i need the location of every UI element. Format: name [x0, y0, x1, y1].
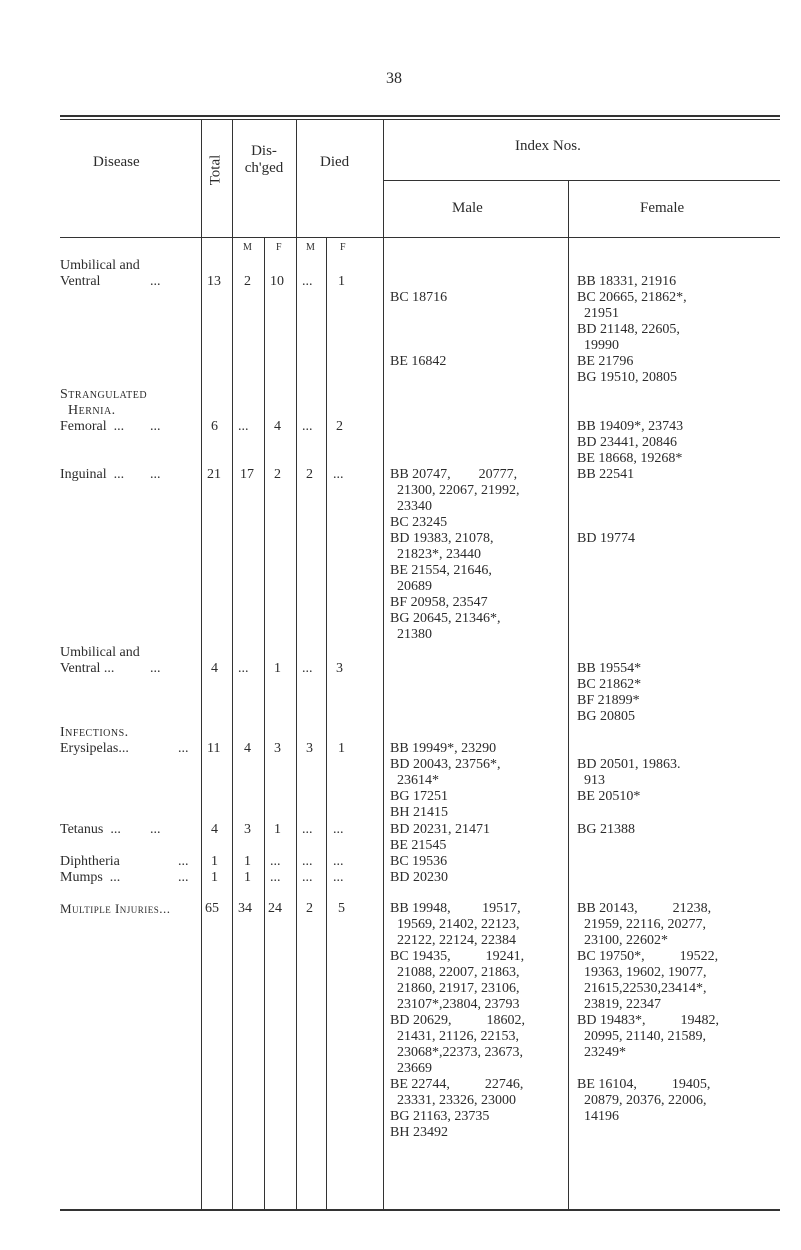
row-total: 4 — [211, 661, 218, 676]
section-heading: Infections. — [60, 725, 129, 740]
row-total: 1 — [211, 870, 218, 885]
top-rule-thin — [60, 119, 780, 120]
row-died-m: ... — [302, 870, 313, 885]
row-dis-f: 24 — [268, 901, 282, 916]
header-female: Female — [640, 200, 685, 216]
row-female-index: BB 22541 BD 19774 — [577, 467, 635, 546]
row-leader: ... — [178, 854, 189, 869]
row-dis-f: 1 — [274, 822, 281, 837]
row-male-index: BD 20231, 21471 BE 21545 — [390, 822, 490, 853]
row-dis-f: 4 — [274, 419, 281, 434]
header-dis-f: F — [276, 242, 282, 253]
col-rule-died-mf — [326, 237, 327, 1209]
row-dis-f: 3 — [274, 741, 281, 756]
section-heading: Strangulated Hernia. — [60, 387, 148, 418]
row-leader: ... — [150, 467, 161, 482]
row-dis-f: 2 — [274, 467, 281, 482]
row-died-f: ... — [333, 870, 344, 885]
row-died-f: 5 — [338, 901, 345, 916]
row-label: Femoral ... — [60, 419, 125, 434]
row-leader: ... — [150, 822, 161, 837]
row-leader: ... — [150, 419, 161, 434]
col-rule-died — [296, 119, 297, 1209]
row-label: Erysipelas... — [60, 741, 129, 756]
row-female-index: BB 18331, 21916 BC 20665, 21862*, 21951 BD 21148, 22605, 19990 BE 21796 BG 19510, 20805 — [577, 274, 687, 385]
row-dis-m: 1 — [244, 854, 251, 869]
row-dis-f: 10 — [270, 274, 284, 289]
col-rule-total — [201, 119, 202, 1209]
row-label: Umbilical and Ventral ... — [60, 645, 140, 676]
row-died-m: 2 — [306, 901, 313, 916]
bottom-rule — [60, 1209, 780, 1211]
row-dis-f: 1 — [274, 661, 281, 676]
row-male-index: BC 19536 — [390, 854, 448, 869]
row-died-m: 2 — [306, 467, 313, 482]
header-died-m: M — [306, 242, 315, 253]
row-leader: ... — [150, 274, 161, 289]
col-rule-dis-mf — [264, 237, 265, 1209]
row-label: Diphtheria — [60, 854, 120, 869]
row-dis-m: 1 — [244, 870, 251, 885]
row-male-index: BB 19949*, 23290 BD 20043, 23756*, 23614* BG 17251 BH 21415 — [390, 741, 501, 820]
row-female-index: BD 20501, 19863. 913 BE 20510* — [577, 757, 681, 804]
row-total: 11 — [207, 741, 221, 756]
row-label: Multiple Injuries... — [60, 901, 171, 916]
row-male-index: BD 20230 — [390, 870, 448, 885]
header-index-nos: Index Nos. — [515, 138, 581, 154]
header-died: Died — [320, 154, 350, 170]
row-died-f: 2 — [336, 419, 343, 434]
row-died-m: ... — [302, 661, 313, 676]
row-female-index: BB 20143, 21238, 21959, 22116, 20277, 23100, 22602* BC 19750*, 19522, 19363, 19602, 19077, 21615,22530,23414*, 23819, 22347 BD 19483*, 19482, 20995, 21140, 21589, 23249* BE 16104, 19405, 20879, 20376, 22006, 14196 — [577, 901, 719, 1124]
row-male-index: BB 20747, 20777, 21300, 22067, 21992, 23340 BC 23245 BD 19383, 21078, 21823*, 23440 BE 21554, 21646, 20689 BF 20958, 23547 BG 20645, 21346*, 21380 — [390, 467, 520, 642]
row-leader: ... — [150, 661, 161, 676]
row-total: 13 — [207, 274, 221, 289]
col-rule-index — [383, 119, 384, 1209]
index-subheader-rule — [383, 180, 780, 181]
row-leader: ... — [178, 741, 189, 756]
row-died-f: ... — [333, 854, 344, 869]
row-female-index: BG 21388 — [577, 822, 635, 837]
row-dis-f: ... — [270, 870, 281, 885]
header-male: Male — [452, 200, 483, 216]
page-number: 38 — [386, 70, 402, 87]
row-dis-m: 34 — [238, 901, 252, 916]
row-total: 1 — [211, 854, 218, 869]
header-discharged: Dis- ch'ged — [244, 143, 284, 176]
row-dis-m: 17 — [240, 467, 254, 482]
row-died-m: ... — [302, 822, 313, 837]
row-dis-m: 4 — [244, 741, 251, 756]
row-male-index: BC 18716 BE 16842 — [390, 290, 448, 369]
row-dis-m: 3 — [244, 822, 251, 837]
col-rule-dis — [232, 119, 233, 1209]
header-dis-m: M — [243, 242, 252, 253]
row-died-f: ... — [333, 467, 344, 482]
header-died-f: F — [340, 242, 346, 253]
row-total: 4 — [211, 822, 218, 837]
row-died-m: ... — [302, 854, 313, 869]
row-dis-m: ... — [238, 419, 249, 434]
row-male-index: BB 19948, 19517, 19569, 21402, 22123, 22122, 22124, 22384 BC 19435, 19241, 21088, 22007, 21863, 21860, 21917, 23106, 23107*,23804, 23793 BD 20629, 18602, 21431, 21126, 22153, 23068*,22373, 23673, 23669 BE 22744, 22746, 23331, 23326, 23000 BG 21163, 23735 BH 23492 — [390, 901, 525, 1140]
row-dis-m: ... — [238, 661, 249, 676]
header-rule — [60, 237, 780, 238]
row-female-index: BB 19409*, 23743 BD 23441, 20846 BE 18668, 19268* — [577, 419, 684, 466]
row-label: Tetanus ... — [60, 822, 121, 837]
row-died-f: ... — [333, 822, 344, 837]
row-total: 21 — [207, 467, 221, 482]
row-total: 65 — [205, 901, 219, 916]
row-dis-m: 2 — [244, 274, 251, 289]
row-leader: ... — [178, 870, 189, 885]
header-disease: Disease — [93, 154, 140, 170]
row-died-f: 1 — [338, 274, 345, 289]
row-died-m: ... — [302, 419, 313, 434]
row-dis-f: ... — [270, 854, 281, 869]
row-label: Mumps ... — [60, 870, 121, 885]
header-total: Total — [207, 154, 224, 186]
row-label: Umbilical and Ventral — [60, 258, 140, 289]
top-rule — [60, 115, 780, 117]
col-rule-female — [568, 180, 569, 1209]
row-died-f: 3 — [336, 661, 343, 676]
row-female-index: BB 19554* BC 21862* BF 21899* BG 20805 — [577, 661, 642, 724]
row-total: 6 — [211, 419, 218, 434]
row-died-m: ... — [302, 274, 313, 289]
row-died-m: 3 — [306, 741, 313, 756]
row-label: Inguinal ... — [60, 467, 125, 482]
row-died-f: 1 — [338, 741, 345, 756]
